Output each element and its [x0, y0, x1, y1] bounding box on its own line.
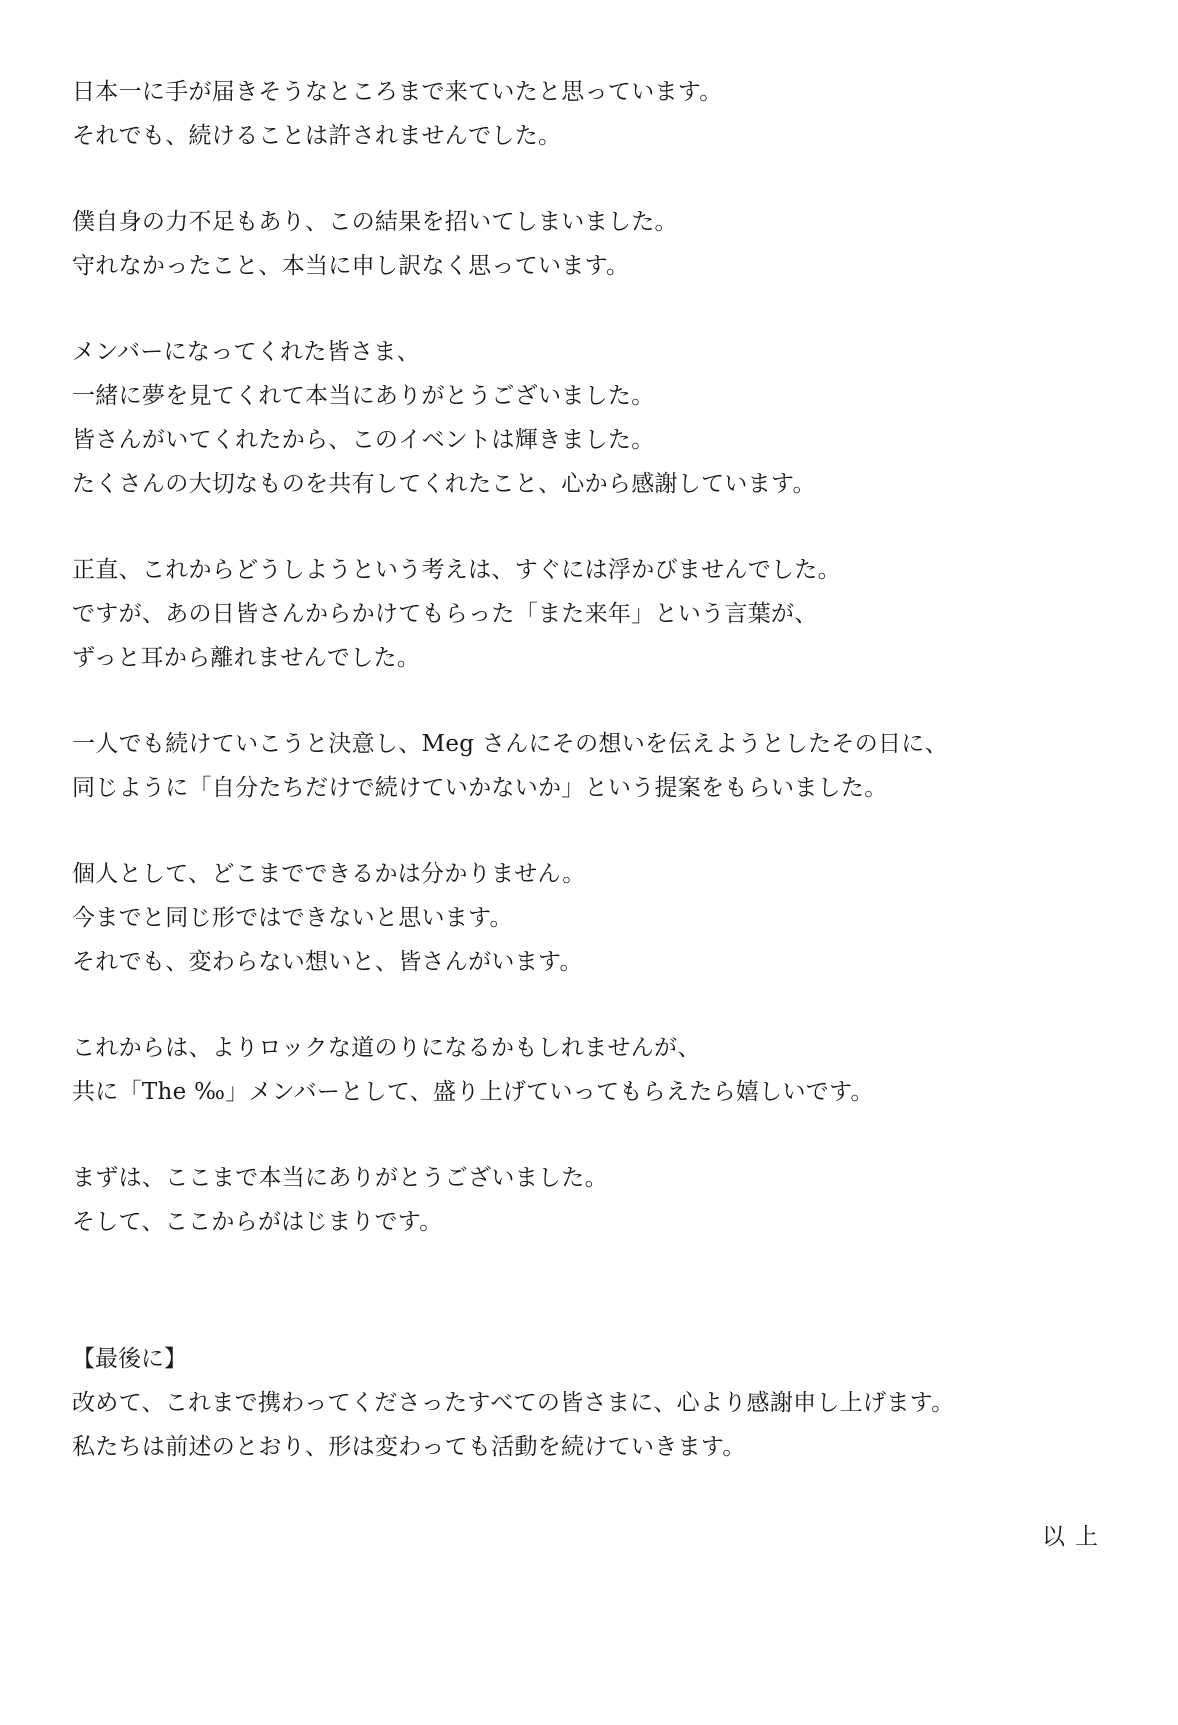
text-line: メンバーになってくれた皆さま、 [72, 339, 420, 365]
paragraph [72, 852, 1112, 984]
text-line: 皆さんがいてくれたから、このイベントは輝きました。 [72, 427, 655, 453]
paragraph [72, 330, 1112, 506]
text-line: 一緒に夢を見てくれて本当にありがとうございました。 [72, 383, 655, 409]
text-line: 共に「The ‰」メンバーとして、盛り上げていってもらえたら嬉しいです。 [72, 1079, 874, 1105]
signoff: 以上 [1042, 1524, 1108, 1550]
paragraph [72, 200, 1112, 288]
document-body [72, 70, 1112, 1286]
paragraph [72, 1156, 1112, 1244]
text-line: それでも、続けることは許されませんでした。 [72, 123, 562, 149]
text-line: それでも、変わらない想いと、皆さんがいます。 [72, 949, 583, 975]
paragraph [72, 1026, 1112, 1114]
text-line: 日本一に手が届きそうなところまで来ていたと思っています。 [72, 79, 723, 105]
text-line: 同じように「自分たちだけで続けていかないか」という提案をもらいました。 [72, 775, 888, 801]
text-line: 個人として、どこまでできるかは分かりません。 [72, 861, 586, 887]
paragraph [72, 70, 1112, 158]
text-line: 僕自身の力不足もあり、この結果を招いてしまいました。 [72, 209, 678, 235]
text-line: まずは、ここまで本当にありがとうございました。 [72, 1165, 608, 1191]
text-line: 今までと同じ形ではできないと思います。 [72, 905, 513, 931]
closing-heading: 【最後に】 [72, 1346, 187, 1372]
text-line: 一人でも続けていこうと決意し、Meg さんにその想いを伝えようとしたその日に、 [72, 731, 948, 757]
text-line: そして、ここからがはじまりです。 [72, 1209, 443, 1235]
closing-section [72, 1337, 1112, 1469]
text-line: たくさんの大切なものを共有してくれたこと、心から感謝しています。 [72, 471, 816, 497]
text-line: 正直、これからどうしようという考えは、すぐには浮かびませんでした。 [72, 557, 841, 583]
paragraph [72, 548, 1112, 680]
text-line: 守れなかったこと、本当に申し訳なく思っています。 [72, 253, 630, 279]
paragraph [72, 722, 1112, 810]
text-line: 私たちは前述のとおり、形は変わっても活動を続けていきます。 [72, 1434, 746, 1460]
text-line: ですが、あの日皆さんからかけてもらった「また来年」という言葉が、 [72, 601, 818, 627]
text-line: 改めて、これまで携わってくださったすべての皆さまに、心より感謝申し上げます。 [72, 1390, 955, 1416]
text-line: これからは、よりロックな道のりになるかもしれませんが、 [72, 1035, 701, 1061]
text-line: ずっと耳から離れませんでした。 [72, 645, 421, 671]
